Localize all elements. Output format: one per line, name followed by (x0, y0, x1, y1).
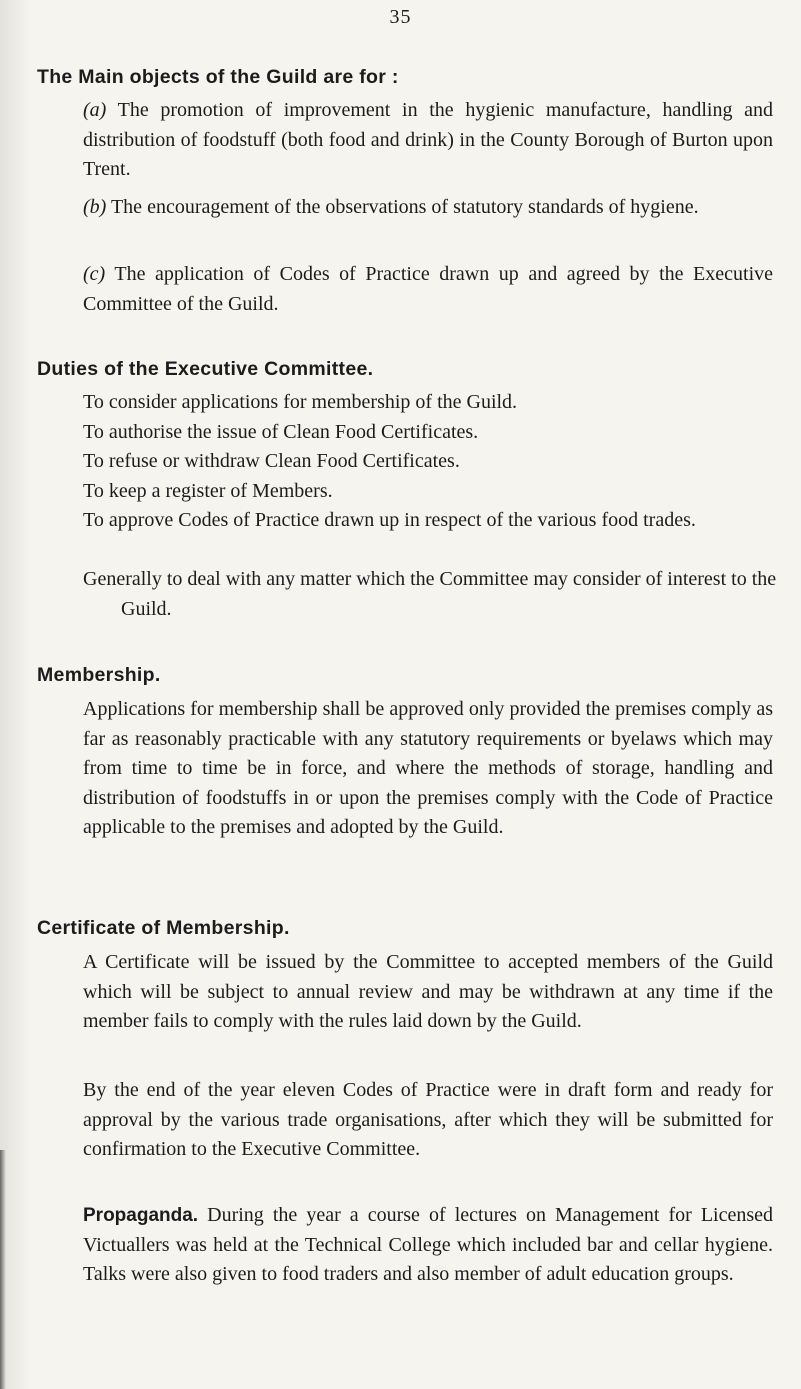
duties-heading: Duties of the Executive Committee. (37, 358, 374, 380)
objects-item-b (83, 193, 773, 223)
objects-item-label: (a) (83, 99, 107, 121)
objects-item-text: The encouragement of the observations of statutory standards of hygiene. (110, 196, 699, 218)
objects-heading: The Main objects of the Guild are for : (37, 66, 399, 88)
propaganda-heading: Propaganda. (83, 1205, 199, 1226)
duties-item: To keep a register of Members. (83, 480, 333, 502)
objects-item-label: (c) (83, 263, 106, 285)
objects-item-text: The promotion of improvement in the hygienic manufacture, handling and distribution of foodstuff (both food and drink) in the County Borough of Burton upon Trent. (83, 99, 774, 180)
duties-item: To consider applications for membership of the Guild. (83, 391, 518, 413)
certificate-heading: Certificate of Membership. (37, 917, 290, 939)
objects-item-label: (b) (83, 196, 107, 218)
objects-item-c (83, 260, 773, 319)
page-number: 35 (389, 6, 412, 28)
propaganda-text: During the year a course of lectures on Management for Licensed Victuallers was held at the Technical College which included bar and cellar hygiene. Talks were also given to food traders and also member of adult education groups. (83, 1204, 774, 1285)
objects-item-a (83, 96, 773, 185)
duties-item: To authorise the issue of Clean Food Certificates. (83, 421, 479, 443)
duties-item: Generally to deal with any matter which the Committee may consider of interest to the Guild. (83, 568, 777, 620)
certificate-paragraph: A Certificate will be issued by the Committee to accepted members of the Guild which will be subject to annual review and may be withdrawn at any time if the member fails to comply with the rules laid down by the Guild. (83, 951, 773, 1032)
membership-heading: Membership. (37, 664, 161, 686)
objects-item-text: The application of Codes of Practice drawn up and agreed by the Executive Committee of the Guild. (83, 263, 774, 315)
duties-item: To approve Codes of Practice drawn up in respect of the various food trades. (83, 509, 696, 531)
certificate-paragraph: By the end of the year eleven Codes of Practice were in draft form and ready for approval by the various trade organisations, after which they will be submitted for confirmation to the Executive Committee. (83, 1079, 773, 1160)
page-binding-shadow (0, 1150, 6, 1389)
propaganda-paragraph (83, 1201, 773, 1290)
membership-text: Applications for membership shall be approved only provided the premises comply as far as reasonably practicable with any statutory requirements or byelaws which may from time to time be in force, and where the methods of storage, handling and distribution of foodstuffs in or upon the premises comply with the Code of Practice applicable to the premises and adopted by the Guild. (83, 698, 773, 838)
duties-item: To refuse or withdraw Clean Food Certificates. (83, 450, 460, 472)
